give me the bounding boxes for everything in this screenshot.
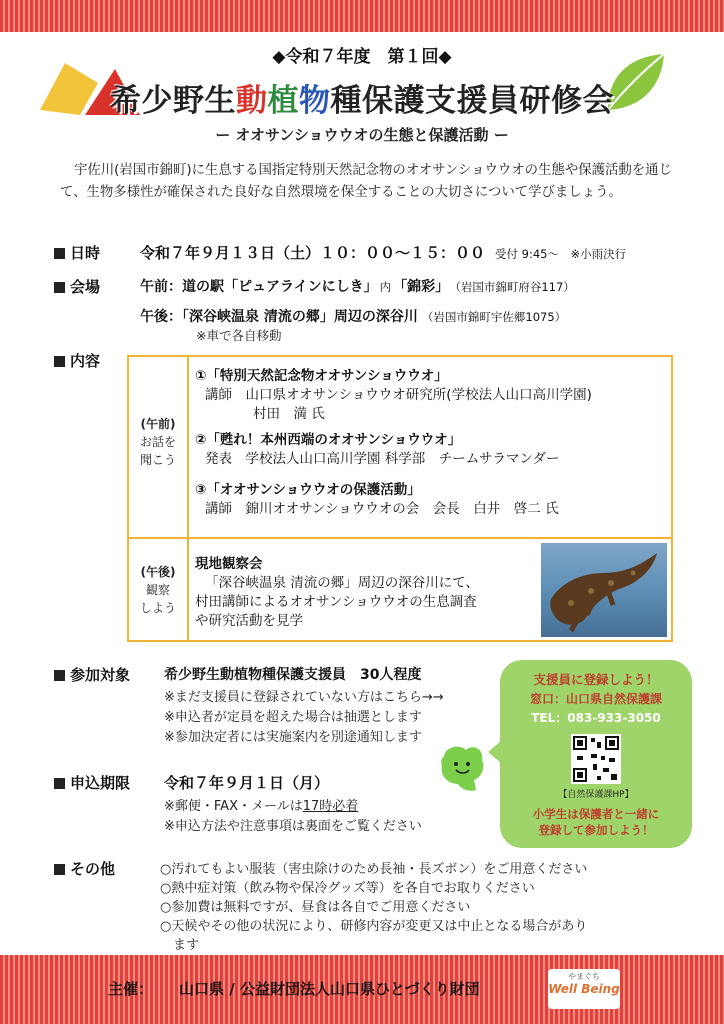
topic-1-title: ①「特別天然記念物オオサンショウウオ」 <box>195 368 448 384</box>
section-label-content: 内容 <box>54 350 100 371</box>
deadline-note-2: ※申込方法や注意事項は裏面をご覧ください <box>164 819 422 834</box>
sponsor-label: 主催： <box>108 980 154 998</box>
schedule-reception: 受付 9:45～ ※小雨決行 <box>495 247 627 261</box>
sponsor-orgs: 山口県 / 公益財団法人山口県ひとづくり財団 <box>179 980 480 998</box>
title-part-4: 物 <box>299 83 331 119</box>
deadline-time: 17時必着 <box>302 799 359 814</box>
square-bullet-icon <box>54 282 65 293</box>
section-label-deadline: 申込期限 <box>54 772 130 793</box>
section-label-venue: 会場 <box>54 276 100 297</box>
bubble-headline: 支援員に登録しよう！ <box>533 672 659 687</box>
bubble-child-note-1: 小学生は保護者と一緒に <box>532 807 660 821</box>
venue-pm-note: ※車で各自移動 <box>196 328 282 343</box>
program-box <box>127 355 673 642</box>
morning-cell: (午前) お話を 聞こう <box>139 417 176 467</box>
event-title <box>0 75 724 120</box>
topic-1: ①「特別天然記念物オオサンショウウオ」 講師 山口県オオサンショウウオ研究所(学校法人山口高川学園) 村田 満 氏 <box>195 368 592 422</box>
top-stripe-band <box>0 0 724 32</box>
target-note-3: ※参加決定者には実施案内を別途通知します <box>164 730 422 745</box>
event-subtitle: ー オオサンショウウオの生態と保護活動 ー <box>215 126 509 144</box>
topic-2: ②「甦れ！本州西端のオオサンショウウオ」 発表 学校法人山口高川学園 科学部 チームサラマンダー <box>195 432 560 467</box>
other-item-2: ○熱中症対策（飲み物や保冷グッズ等）を各自でお取りください <box>160 881 535 896</box>
salamander-photo <box>541 543 667 637</box>
venue-am-address: （岩国市錦町府谷117） <box>455 280 575 294</box>
target-main: 希少野生動植物種保護支援員 30人程度 <box>164 667 422 683</box>
deadline-note-1: ※郵便・FAX・メールは17時必着 <box>164 799 359 814</box>
schedule-date: 令和７年９月１３日（土）１０：００～１５：００ 受付 9:45～ ※小雨決行 <box>140 244 627 262</box>
section-label-schedule: 日時 <box>54 242 100 263</box>
bubble-child-note-2: 登録して参加しよう！ <box>538 823 654 837</box>
square-bullet-icon <box>54 248 65 259</box>
bubble-phone: TEL：083-933-3050 <box>531 711 661 725</box>
sponsor-line <box>108 978 480 999</box>
other-item-1: ○汚れてもよい服装（害虫除けのため長袖・長ズボン）をご用意ください <box>160 862 588 877</box>
registration-bubble <box>500 660 692 848</box>
other-item-3: ○参加費は無料ですが、昼食は各自でご用意ください <box>160 900 471 915</box>
program-divider-vertical <box>187 357 189 640</box>
qr-caption: 【自然保護課HP】 <box>558 790 634 800</box>
other-item-4: ○天候やその他の状況により、研修内容が変更又は中止となる場合があり <box>160 919 588 934</box>
intro-paragraph: 宇佐川(岩国市錦町)に生息する国指定特別天然記念物のオオサンショウウオの生態や保護活動を通じて、生物多様性が確保された良好な自然環境を保全することの大切さについて学びましょう。 <box>60 163 672 200</box>
salamander-icon <box>541 543 667 637</box>
square-bullet-icon <box>54 778 65 789</box>
mascot-icon <box>436 742 488 804</box>
title-part-3: 植 <box>267 83 299 119</box>
other-item-4-cont: ます <box>173 938 200 953</box>
target-note-2: ※申込者が定員を超えた場合は抽選とします <box>164 710 422 725</box>
topic-3-title: ③「オオサンショウウオの保護活動」 <box>195 482 421 498</box>
venue-pm-place: 「深谷峡温泉 清流の郷」周辺の深谷川 <box>182 309 418 325</box>
venue-pm-address: （岩国市錦町宇佐郷1075） <box>421 310 567 324</box>
section-label-target: 参加対象 <box>54 664 130 685</box>
venue-am: 午前：道の駅「ピュアラインにしき」 内 「錦彩」 （岩国市錦町府谷117） <box>140 279 575 295</box>
venue-pm: 午後：「深谷峡温泉 清流の郷」周辺の深谷川 （岩国市錦町宇佐郷1075） <box>140 309 567 325</box>
square-bullet-icon <box>54 864 65 875</box>
deadline-date: 令和７年９月１日（月） <box>164 774 330 792</box>
fieldwork-title: 現地観察会 <box>195 556 263 572</box>
topic-3: ③「オオサンショウウオの保護活動」 講師 錦川オオサンショウウオの会 会長 白井 啓二 氏 <box>195 482 559 517</box>
qr-code-icon[interactable] <box>571 734 621 784</box>
bubble-office: 窓口：山口県自然保護課 <box>529 692 662 706</box>
afternoon-cell: (午後) 観察 しよう <box>139 565 176 615</box>
topic-2-title: ②「甦れ！本州西端のオオサンショウウオ」 <box>195 432 462 448</box>
section-label-other: その他 <box>54 858 115 879</box>
venue-am-place: 道の駅「ピュアラインにしき」 <box>182 279 378 295</box>
title-part-2: 動 <box>236 83 268 119</box>
title-part-1: 希少野生 <box>110 83 236 119</box>
edition-heading: ◆令和７年度 第１回◆ <box>272 47 452 67</box>
wellbeing-logo: やまぐち Well Being <box>548 969 620 1009</box>
program-divider-horizontal <box>129 537 671 539</box>
fieldwork: 現地観察会 「深谷峡温泉 清流の郷」周辺の深谷川にて、 村田講師によるオオサンショウウオの生息調査 や研究活動を見学 <box>195 556 480 629</box>
square-bullet-icon <box>54 670 65 681</box>
square-bullet-icon <box>54 356 65 367</box>
target-note-1: ※まだ支援員に登録されていない方はこちら→→ <box>164 690 444 705</box>
title-part-5: 種保護支援員研修会 <box>330 83 614 119</box>
